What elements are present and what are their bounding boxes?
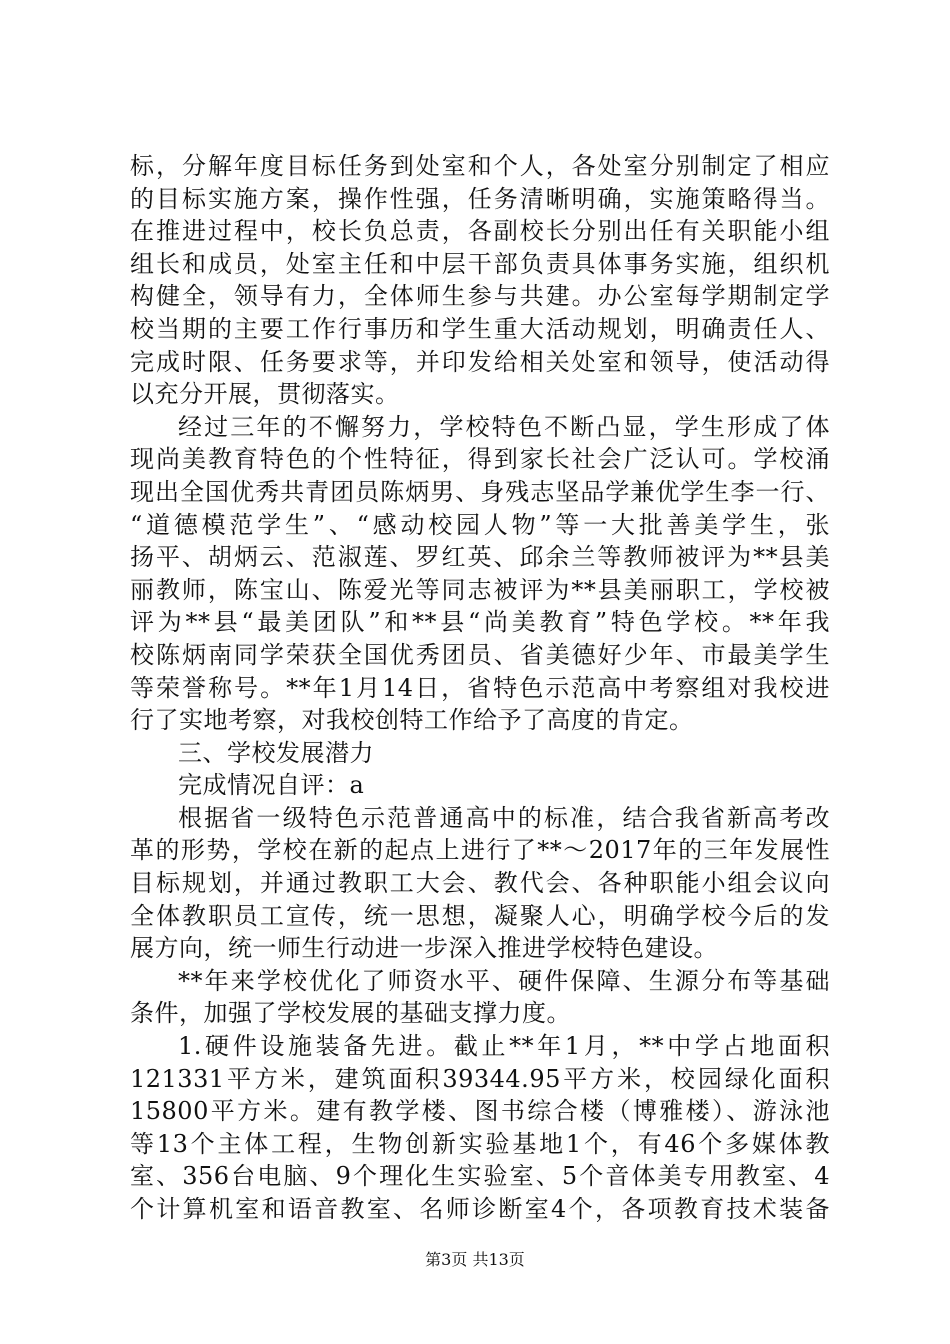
text-line: 等荣誉称号。**年1月14日，省特色示范高中考察组对我校进 xyxy=(130,673,830,702)
page-footer xyxy=(0,1247,950,1270)
text-line: 组长和成员，处室主任和中层干部负责具体事务实施，组织机 xyxy=(130,249,830,278)
paragraph-start-line: 根据省一级特色示范普通高中的标准，结合我省新高考改 xyxy=(178,803,830,832)
text-line: 完成时限、任务要求等，并印发给相关处室和领导，使活动得 xyxy=(130,347,830,376)
document-body xyxy=(130,150,830,1226)
section-heading: 三、学校发展潜力 xyxy=(178,738,374,767)
text-line: 评为**县“最美团队”和**县“尚美教育”特色学校。**年我 xyxy=(130,608,830,637)
text-line: 现尚美教育特色的个性特征，得到家长社会广泛认可。学校涌 xyxy=(130,445,830,474)
self-evaluation-line: 完成情况自评：a xyxy=(178,771,365,800)
text-line: 标，分解年度目标任务到处室和个人，各处室分别制定了相应 xyxy=(130,152,830,180)
text-line: 革的形势，学校在新的起点上进行了**～2017年的三年发展性 xyxy=(130,836,830,865)
text-line: 在推进过程中，校长负总责，各副校长分别出任有关职能小组 xyxy=(130,217,830,246)
text-line: “道德模范学生”、“感动校园人物”等一大批善美学生，张 xyxy=(130,510,830,539)
text-line: 的目标实施方案，操作性强，任务清晰明确，实施策略得当。 xyxy=(130,184,830,213)
text-line: 构健全，领导有力，全体师生参与共建。办公室每学期制定学 xyxy=(130,282,830,311)
text-line: 行了实地考察，对我校创特工作给予了高度的肯定。 xyxy=(130,706,694,735)
text-line: 条件，加强了学校发展的基础支撑力度。 xyxy=(130,999,571,1028)
paragraph-start-line: **年来学校优化了师资水平、硬件保障、生源分布等基础 xyxy=(178,966,830,995)
text-line: 扬平、胡炳云、范淑莲、罗红英、邱余兰等教师被评为**县美 xyxy=(130,543,830,572)
text-line: 15800平方米。建有教学楼、图书综合楼（博雅楼）、游泳池 xyxy=(130,1097,830,1126)
text-line: 目标规划，并通过教职工大会、教代会、各种职能小组会议向 xyxy=(130,869,830,898)
text-line: 校陈炳南同学荣获全国优秀团员、省美德好少年、市最美学生 xyxy=(130,640,830,669)
page-number: 第3页 共13页 xyxy=(425,1250,525,1269)
text-line: 展方向，统一师生行动进一步深入推进学校特色建设。 xyxy=(130,934,718,963)
text-line: 校当期的主要工作行事历和学生重大活动规划，明确责任人、 xyxy=(130,314,830,343)
paragraph-start-line: 1.硬件设施装备先进。截止**年1月，**中学占地面积 xyxy=(178,1032,830,1061)
text-line: 室、356台电脑、9个理化生实验室、5个音体美专用教室、4 xyxy=(130,1162,830,1191)
text-line: 丽教师，陈宝山、陈爱光等同志被评为**县美丽职工，学校被 xyxy=(130,575,830,604)
text-line: 个计算机室和语音教室、名师诊断室4个，各项教育技术装备 xyxy=(130,1195,830,1223)
text-line: 现出全国优秀共青团员陈炳男、身残志坚品学兼优学生李一行、 xyxy=(130,477,830,506)
text-line: 等13个主体工程，生物创新实验基地1个，有46个多媒体教 xyxy=(130,1129,830,1158)
text-line: 以充分开展，贯彻落实。 xyxy=(130,380,400,409)
text-line: 全体教职员工宣传，统一思想，凝聚人心，明确学校今后的发 xyxy=(130,901,830,930)
text-line: 121331平方米，建筑面积39344.95平方米，校园绿化面积 xyxy=(130,1064,830,1093)
paragraph-start-line: 经过三年的不懈努力，学校特色不断凸显，学生形成了体 xyxy=(178,412,830,441)
